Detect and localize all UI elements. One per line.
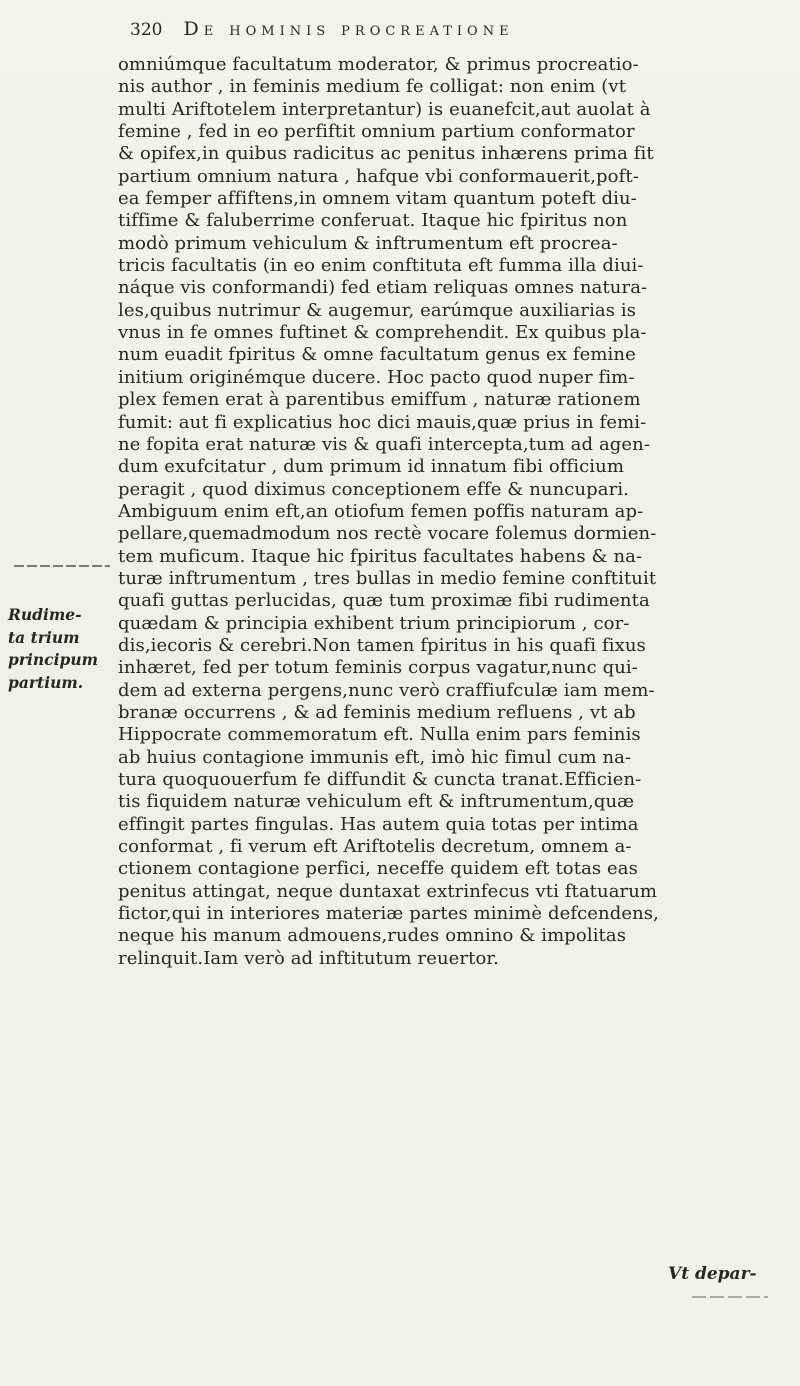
text-line: tricis facultatis (in eo enim conftituta eft fumma illa diui-: [118, 255, 644, 277]
text-line: quafi guttas perlucidas, quæ tum proximæ fibi rudimenta: [118, 590, 650, 612]
text-line: modò primum vehiculum & inftrumentum eft procrea-: [118, 232, 618, 254]
text-line: turæ inftrumentum , tres bullas in medio femine conftituit: [118, 567, 657, 589]
marginal-note-line: Rudime-: [8, 605, 82, 624]
text-line: conformat , fi verum eft Ariftotelis decretum, omnem a-: [118, 836, 632, 858]
text-line: pellare,quemadmodum nos rectè vocare folemus dormien-: [118, 523, 657, 545]
marginal-note-line: principum: [8, 650, 98, 669]
text-line: num euadit fpiritus & omne facultatum genus ex femine: [118, 344, 636, 366]
text-line: plex femen erat à parentibus emiffum , naturæ rationem: [118, 389, 641, 411]
text-line: inhæret, fed per totum feminis corpus vagatur,nunc qui-: [118, 657, 638, 679]
text-line: vnus in fe omnes fuftinet & comprehendit. Ex quibus pla-: [118, 322, 647, 344]
text-line: & opifex,in quibus radicitus ac penitus inhærens prima fit: [118, 143, 654, 165]
text-line: fumit: aut fi explicatius hoc dici mauis,quæ prius in femi-: [118, 411, 647, 433]
text-line: tiffime & faluberrime conferuat. Itaque hic fpiritus non: [118, 210, 628, 232]
text-line: les,quibus nutrimur & augemur, earúmque auxiliarias is: [118, 299, 637, 321]
text-line: dum exufcitatur , dum primum id innatum fibi officium: [118, 456, 625, 478]
marginal-note: [8, 604, 118, 694]
page-number: 320: [130, 20, 163, 40]
text-line: ctionem contagione perfici, neceffe quidem eft totas eas: [118, 858, 638, 880]
running-header: [130, 18, 750, 52]
text-line: branæ occurrens , & ad feminis medium refluens , vt ab: [118, 701, 636, 723]
text-line: fictor,qui in interiores materiæ partes minimè defcendens,: [118, 903, 659, 925]
text-line: multi Ariftotelem interpretantur) is euanefcit,aut auolat à: [118, 98, 651, 120]
text-line: femine , fed in eo perfiftit omnium partium conformator: [118, 121, 635, 143]
text-line: tis fiquidem naturæ vehiculum eft & inftrumentum,quæ: [118, 791, 635, 813]
running-title: De hominis procreatione: [183, 18, 514, 40]
text-line: penitus attingat, neque duntaxat extrinfecus vti ftatuarum: [118, 880, 658, 902]
text-line: neque his manum admouens,rudes omnino & impolitas: [118, 925, 627, 947]
text-line: dis,iecoris & cerebri.Non tamen fpiritus in his quafi fixus: [118, 634, 646, 656]
text-line: Ambiguum enim eft,an otiofum femen poffis naturam ap-: [118, 500, 644, 522]
decorative-rule: [690, 1294, 770, 1300]
text-line: omniúmque facultatum moderator, & primus procreatio-: [118, 54, 639, 75]
text-line: ne fopita erat naturæ vis & quafi intercepta,tum ad agen-: [118, 433, 651, 455]
text-line: peragit , quod diximus conceptionem effe & nuncupari.: [118, 478, 630, 500]
text-line: ea femper affiftens,in omnem vitam quantum poteft diu-: [118, 188, 637, 210]
catchword: Vt depar-: [668, 1264, 757, 1284]
margin-pointer-mark: [12, 562, 112, 570]
text-line: quædam & principia exhibent trium principiorum , cor-: [118, 612, 630, 634]
text-line: effingit partes fingulas. Has autem quia totas per intima: [118, 813, 639, 835]
text-line: tura quoquouerfum fe diffundit & cuncta tranat.Efficien-: [118, 769, 642, 790]
text-line: tem muficum. Itaque hic fpiritus facultates habens & na-: [118, 545, 643, 567]
text-line: náque vis conformandi) fed etiam reliquas omnes natura-: [118, 277, 648, 299]
text-line: dem ad externa pergens,nunc verò craffiufculæ iam mem-: [118, 679, 655, 701]
text-line: partium omnium natura , hafque vbi conformauerit,poft-: [118, 165, 639, 187]
marginal-note-line: ta trium: [8, 627, 80, 647]
text-line: ab huius contagione immunis eft, imò hic fimul cum na-: [118, 746, 632, 768]
marginal-note-line: partium.: [8, 672, 84, 692]
main-text-block: [118, 54, 788, 970]
text-line: nis author , in feminis medium fe colligat: non enim (vt: [118, 76, 627, 98]
text-line: relinquit.Iam verò ad inftitutum reuertor.: [118, 947, 499, 969]
text-line: Hippocrate commemoratum eft. Nulla enim pars feminis: [118, 724, 641, 746]
text-line: initium originémque ducere. Hoc pacto quod nuper fim-: [118, 366, 635, 388]
